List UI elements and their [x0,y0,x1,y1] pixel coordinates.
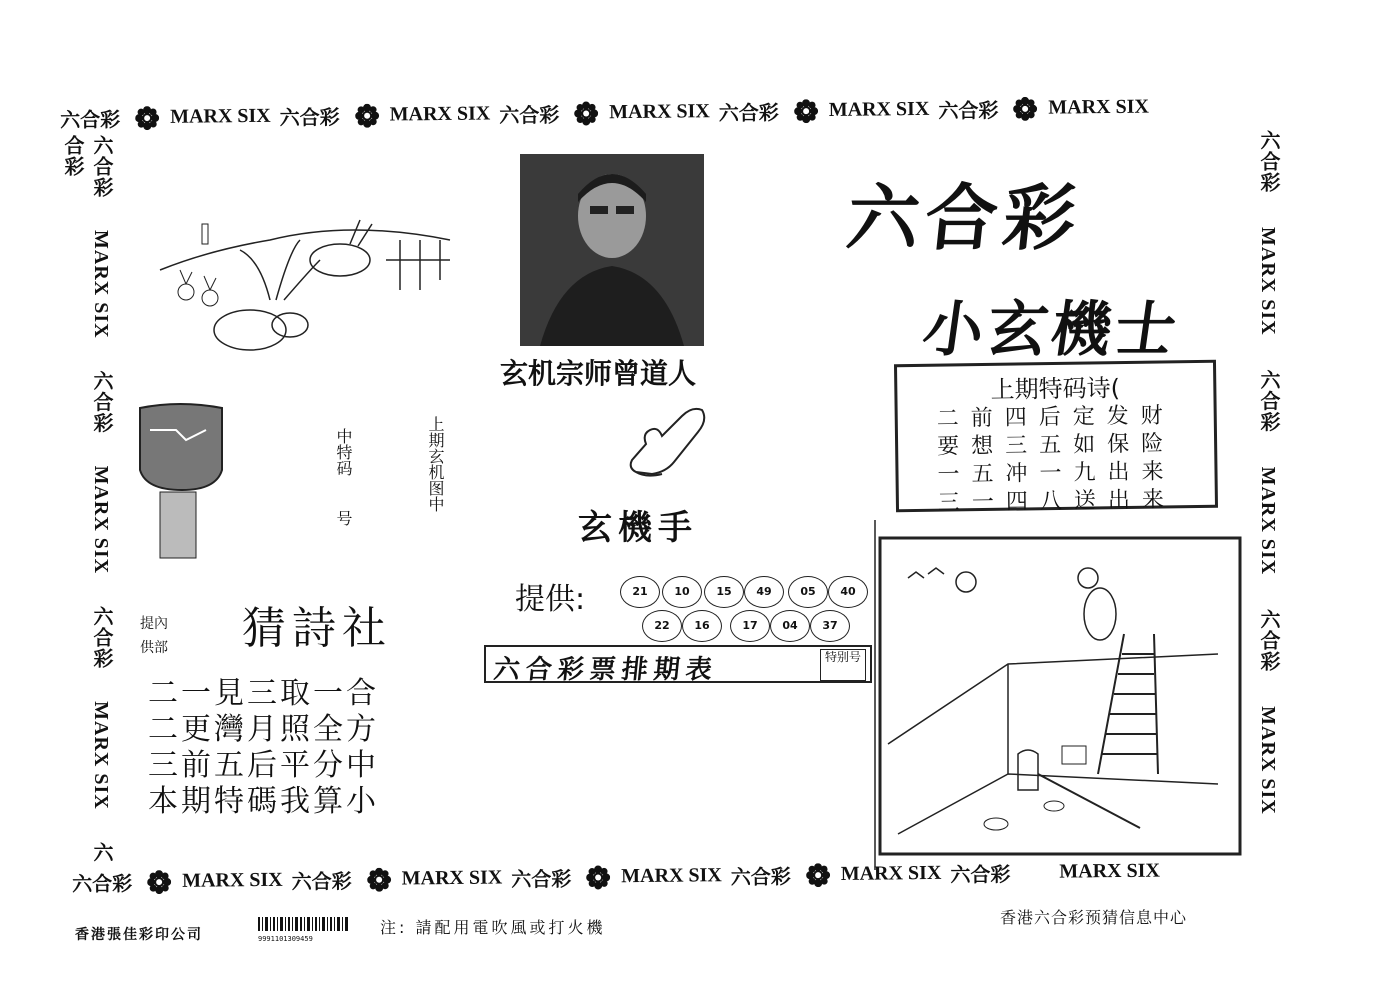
flower-icon [806,863,830,887]
poem-line: 二前四后定发财 [936,403,1175,432]
flower-icon [355,103,379,127]
border-brand-cn: 六合彩 [72,873,133,896]
ti-label-1: 提內 [140,616,168,632]
border-brand-en: MARX SIX [170,104,271,128]
top-border [60,91,1280,140]
riddle-line: 二更灣月照全方 [148,712,379,747]
portrait-illustration [520,154,704,346]
info-center: 香港六合彩预猜信息中心 [1000,908,1188,927]
number-balls [620,574,870,644]
poem-box [894,360,1218,516]
number-ball: 17 [730,610,770,642]
pointing-hand-icon [622,402,712,482]
riddle-line: 二一見三取一合 [148,676,379,711]
flower-icon [367,867,391,891]
hand-title: 玄機手 [578,508,698,548]
number-ball: 16 [682,610,722,642]
border-brand-en: MARX SIX [621,864,722,888]
vertical-divider [872,520,878,870]
border-brand-cn: 六合彩 [499,104,560,128]
vertical-text-1: 上期玄机图中 [426,416,445,512]
provide-label: 提供: [515,582,586,617]
border-brand-en: MARX SIX [1048,95,1150,119]
flower-icon [794,99,818,123]
border-brand-en: MARX SIX [401,866,503,890]
border-brand-cn: 六合彩 [90,370,112,434]
border-brand-cn: 六合彩 [61,135,112,863]
border-brand-cn: 六合彩 [60,109,121,132]
border-brand-en: MARX SIX [1257,706,1279,815]
left-border-text [58,135,116,875]
rabbit-illustration [150,180,460,360]
master-photo [520,154,704,346]
right-border [1254,130,1294,870]
vertical-text-2a: 中特码 [334,428,353,476]
border-brand-en: MARX SIX [389,102,491,126]
border-brand-en: MARX SIX [1059,859,1161,883]
riddle-line: 三前五后平分中 [148,748,379,783]
border-brand-cn: 六合彩 [291,871,352,894]
usage-note: 注: 請配用電吹風或打火機 [380,918,606,937]
riddle [148,676,379,820]
number-ball: 10 [662,576,702,608]
fan-illustration [136,400,226,562]
flower-icon [135,105,159,129]
schedule-title: 六合彩票排期表 [492,655,720,685]
border-brand-en: MARX SIX [1257,227,1279,336]
border-brand-cn: 六合彩 [950,864,1011,887]
monkey-ladder-illustration [878,534,1244,858]
flower-icon [586,865,610,889]
number-ball: 49 [744,576,784,608]
number-ball: 05 [788,576,828,608]
printer-name: 香港張佳彩印公司 [75,927,203,943]
barcode [258,916,350,943]
barcode-icon [258,917,350,931]
left-border [58,135,112,875]
border-brand-cn: 六合彩 [90,606,112,670]
border-brand-en: MARX SIX [90,465,112,575]
poem-title: 上期特码诗( [990,374,1121,404]
bottom-border [72,855,1287,904]
sub-title: 小玄機士 [918,295,1185,365]
master-label: 玄机宗师曾道人 [500,357,697,390]
number-ball: 22 [642,610,682,642]
schedule-banner [484,645,872,683]
border-brand-en: MARX SIX [1257,466,1279,576]
poem-line: 三一四八送出来 [937,487,1177,516]
barcode-text: 9991101309459 [258,935,313,943]
flower-icon [574,101,598,125]
number-ball: 15 [704,576,744,608]
ti-label-2: 供部 [140,640,168,656]
number-ball: 04 [770,610,810,642]
border-brand-en: MARX SIX [90,701,112,810]
caishe-title: 猜詩社 [242,603,392,654]
border-brand-cn: 六合彩 [730,866,791,890]
ti-label [140,612,168,660]
flower-icon [1013,96,1037,120]
schedule-tag: 特别号 [820,649,866,681]
number-ball: 40 [828,576,868,608]
border-brand-cn: 六合彩 [511,868,572,892]
main-title: 六合彩 [842,176,1086,260]
border-brand-cn: 六合彩 [1257,130,1279,193]
border-brand-cn: 六合彩 [938,100,999,123]
border-brand-en: MARX SIX [828,97,930,121]
poem-line: 要想三五如保险 [936,431,1176,460]
border-brand-cn: 六合彩 [1257,609,1279,673]
poem-line: 一五冲一九出来 [937,459,1176,488]
border-brand-en: MARX SIX [182,868,283,892]
border-brand-cn: 六合彩 [279,107,340,130]
border-brand-en: MARX SIX [609,100,710,124]
border-brand-cn: 六合彩 [1257,369,1279,433]
right-border-text [1254,130,1283,815]
riddle-line: 本期特碼我算小 [148,784,379,819]
flower-icon [147,869,171,893]
vertical-text-2b: 号 [334,510,353,526]
border-brand-en: MARX SIX [90,230,112,339]
border-brand-cn: 六合彩 [90,135,112,198]
border-brand-en: MARX SIX [840,861,942,885]
border-brand-cn: 六合彩 [718,102,779,126]
number-ball: 21 [620,576,660,608]
number-ball: 37 [810,610,850,642]
